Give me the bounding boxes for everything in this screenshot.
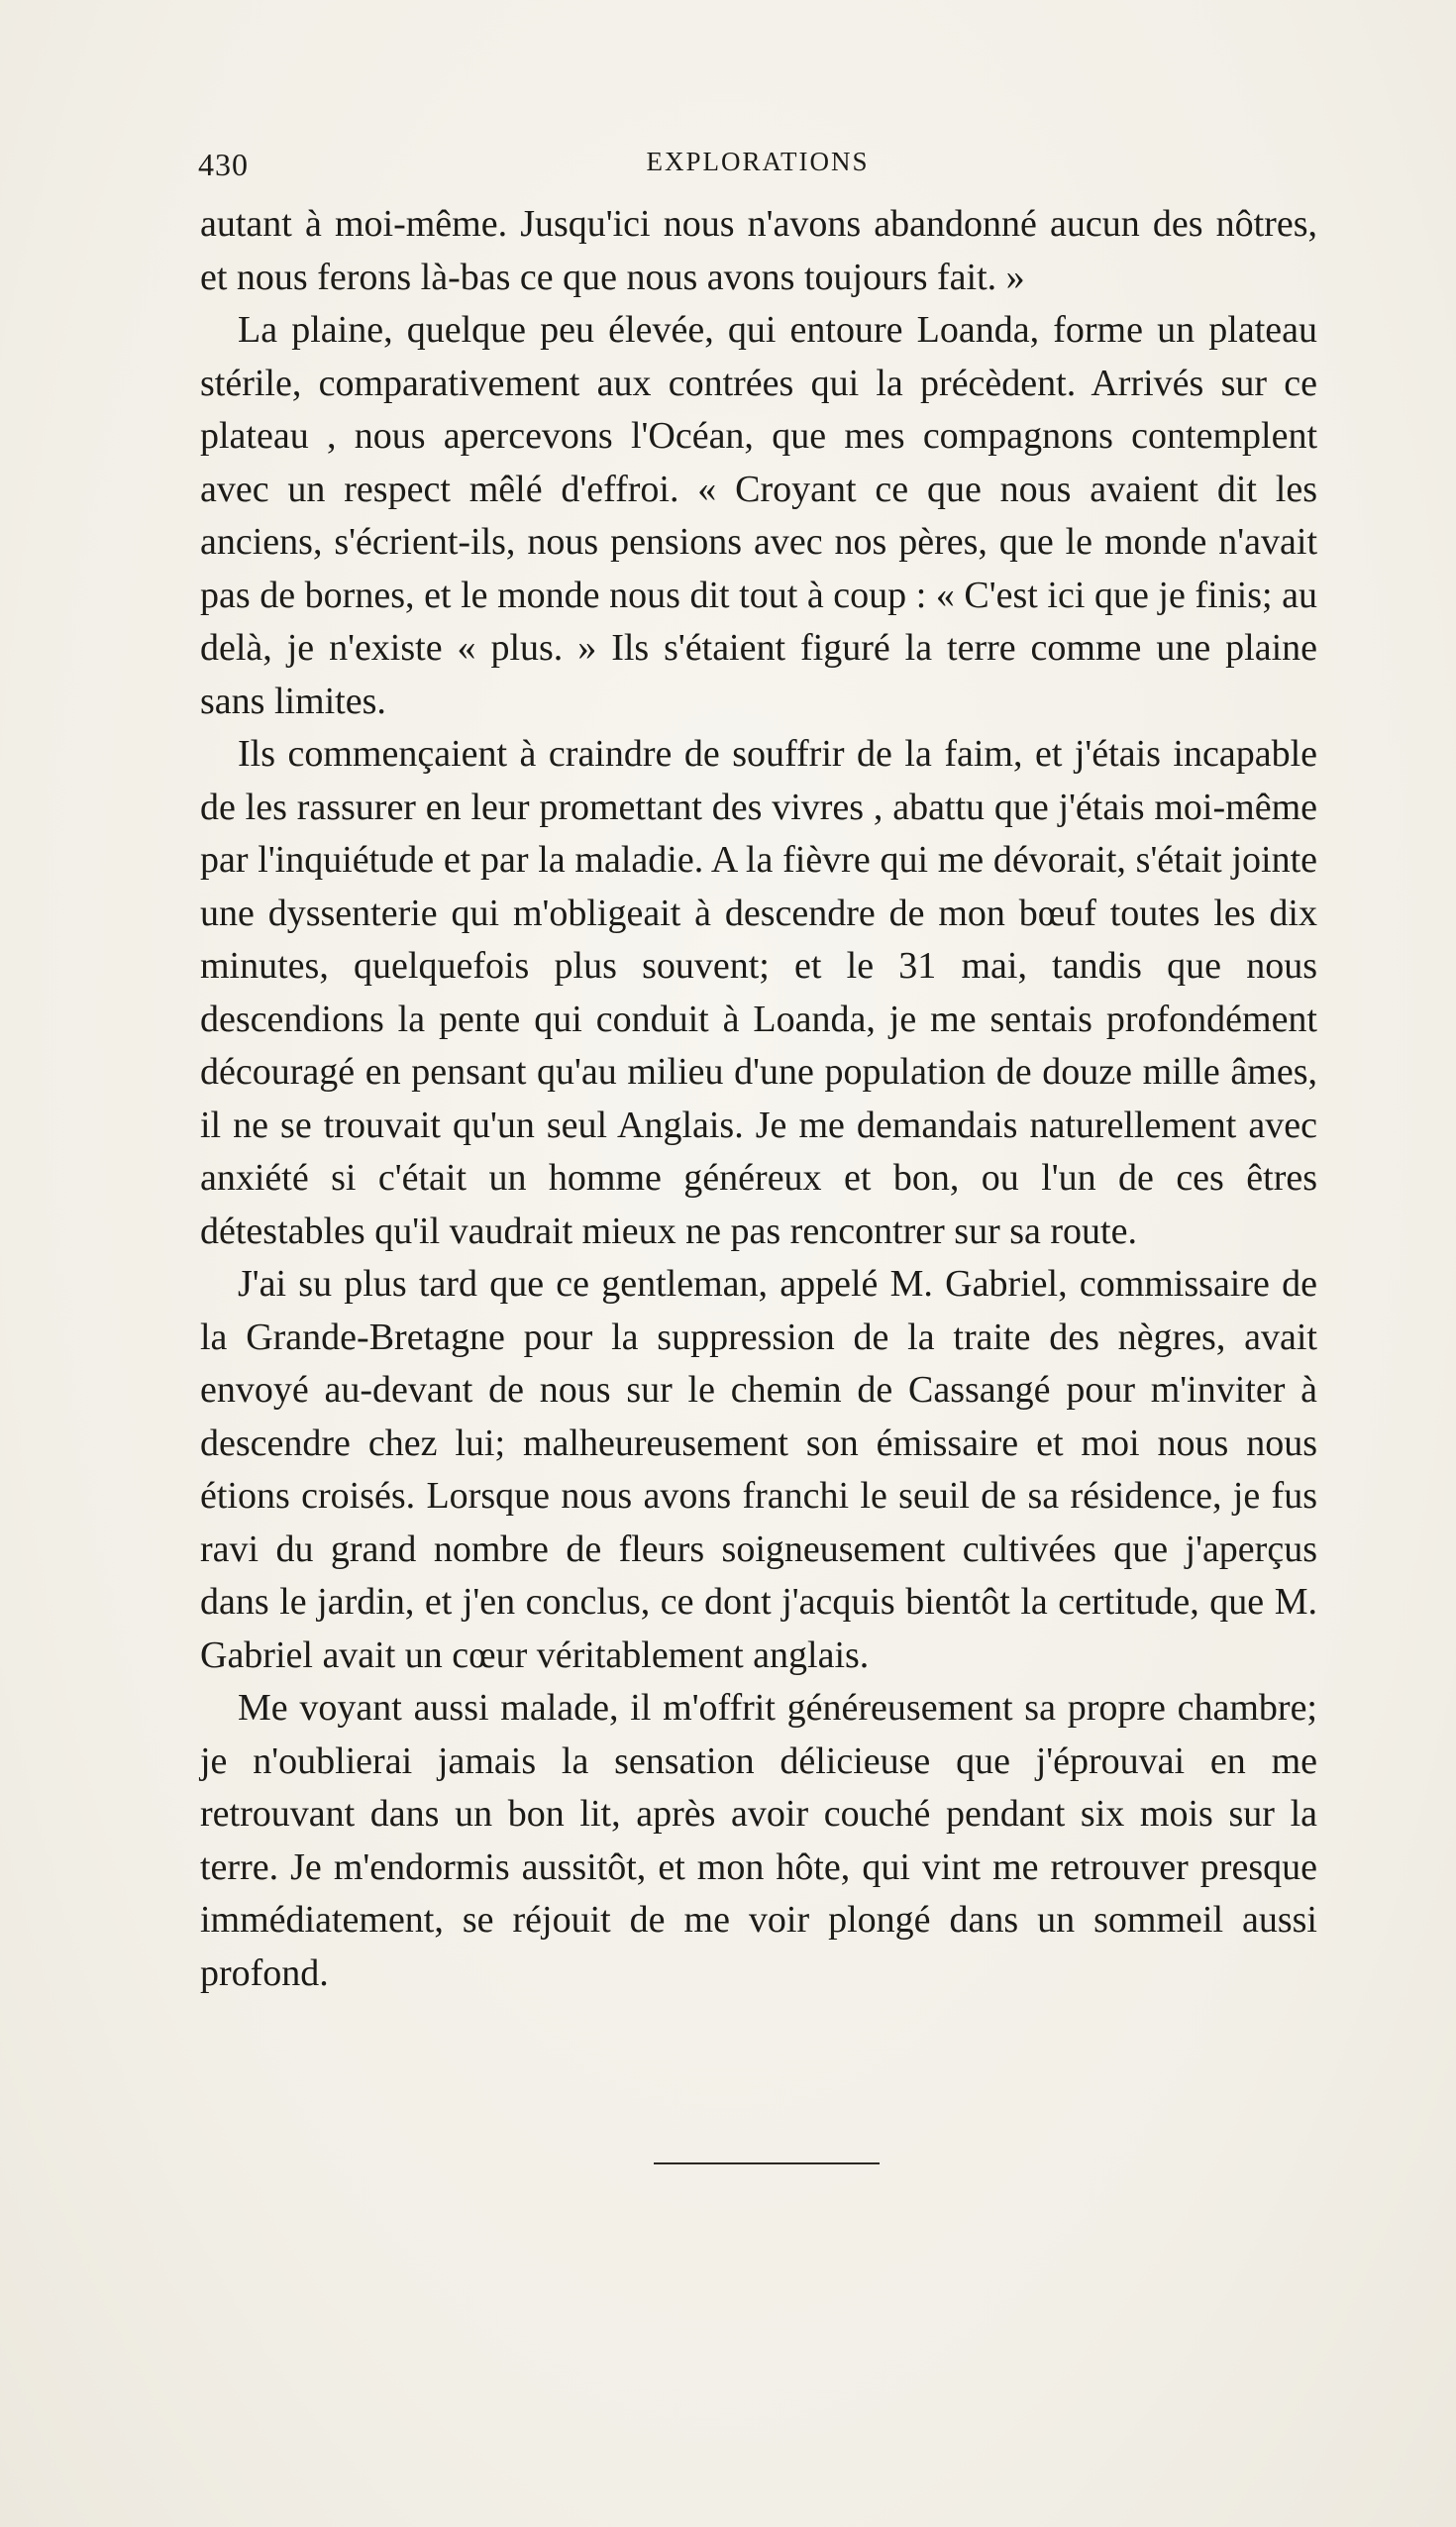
running-title: EXPLORATIONS bbox=[646, 147, 870, 176]
body-text bbox=[200, 198, 1317, 2000]
page-header bbox=[198, 147, 1317, 186]
page-number: 430 bbox=[198, 147, 249, 182]
paragraph: Me voyant aussi malade, il m'offrit généreusement sa propre chambre; je n'oublierai jamais la sensation délicieuse que j'éprouvai en me retrouvant dans un bon lit, après avoir couché pendant six mois sur la terre. Je m'endormis aussitôt, et mon hôte, qui vint me retrouver presque immédiatement, se réjouit de me voir plongé dans un sommeil aussi profond. bbox=[200, 1687, 1317, 1994]
paragraph-continuation: autant à moi-même. Jusqu'ici nous n'avons abandonné aucun des nôtres, et nous ferons là-bas ce que nous avons toujours fait. » bbox=[200, 203, 1317, 298]
paragraph: J'ai su plus tard que ce gentleman, appelé M. Gabriel, commissaire de la Grande-Bretagne pour la suppression de la traite des nègres, avait envoyé au-devant de nous sur le chemin de Cassangé pour m'inviter à descendre chez lui; malheureusement son émissaire et moi nous nous étions croisés. Lorsque nous avons franchi le seuil de sa résidence, je fus ravi du grand nombre de fleurs soigneusement cultivées que j'aperçus dans le jardin, et j'en conclus, ce dont j'acquis bientôt la certitude, que M. Gabriel avait un cœur véritablement anglais. bbox=[200, 1263, 1317, 1676]
paragraph: La plaine, quelque peu élevée, qui entoure Loanda, forme un plateau stérile, comparativement aux contrées qui la précèdent. Arrivés sur ce plateau , nous apercevons l'Océan, que mes compagnons contemplent avec un respect mêlé d'effroi. « Croyant ce que nous avaient dit les anciens, s'écrient-ils, nous pensions avec nos pères, que le monde n'avait pas de bornes, et le monde nous dit tout à coup : « C'est ici que je finis; au delà, je n'existe « plus. » Ils s'étaient figuré la terre comme une plaine sans limites. bbox=[200, 309, 1317, 722]
paragraph: Ils commençaient à craindre de souffrir de la faim, et j'étais incapable de les rassurer en leur promettant des vivres , abattu que j'étais moi-même par l'inquiétude et par la maladie. A la fièvre qui me dévorait, s'était jointe une dyssenterie qui m'obligeait à descendre de mon bœuf toutes les dix minutes, quelquefois plus souvent; et le 31 mai, tandis que nous descendions la pente qui conduit à Loanda, je me sentais profondément découragé en pensant qu'au milieu d'une population de douze mille âmes, il ne se trouvait qu'un seul Anglais. Je me demandais naturellement avec anxiété si c'était un homme généreux et bon, ou l'un de ces êtres détestables qu'il vaudrait mieux ne pas rencontrer sur sa route. bbox=[200, 733, 1317, 1252]
chapter-end-rule bbox=[654, 2162, 880, 2164]
